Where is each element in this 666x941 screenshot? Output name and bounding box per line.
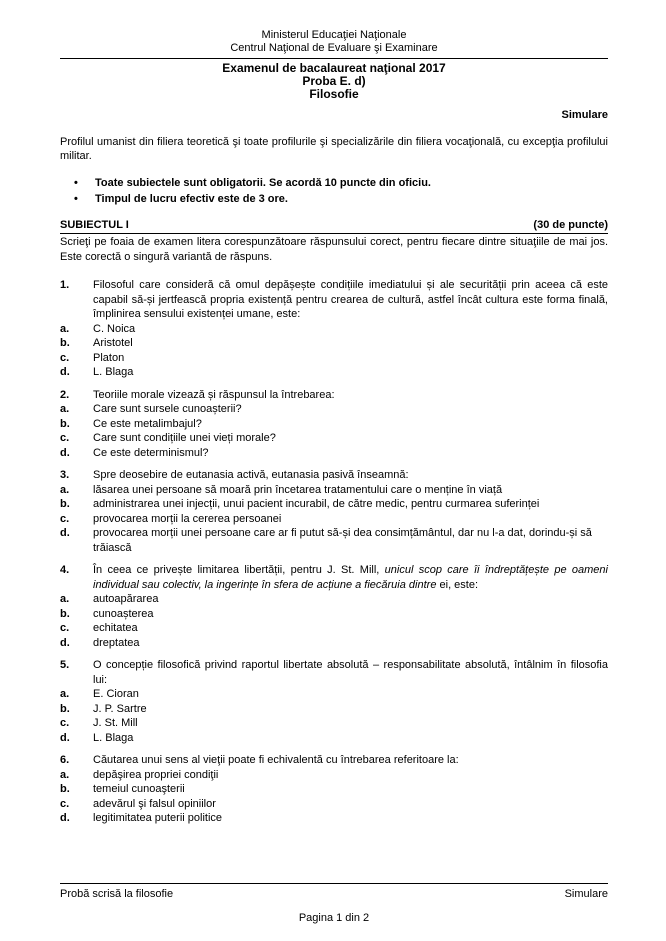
question-text: O concepție filosofică privind raportul libertate absolută – responsabilitate absolută, întâlnim în filosofia lui:	[93, 659, 608, 686]
answer-option	[60, 483, 608, 498]
option-text: Care sunt sursele cunoașterii?	[93, 403, 242, 415]
option-letter: d.	[60, 636, 70, 649]
question-number: 3.	[60, 469, 70, 481]
answer-option	[60, 322, 608, 337]
answer-option	[60, 621, 608, 636]
option-letter: d.	[60, 366, 70, 378]
option-letter: a.	[60, 688, 70, 700]
option-text: C. Noica	[93, 322, 136, 335]
answer-option	[60, 336, 608, 351]
answer-option	[60, 702, 608, 717]
ministry-name: Ministerul Educaţiei Naţionale	[261, 29, 407, 41]
question-number: 1.	[60, 279, 70, 291]
answer-option	[60, 417, 608, 432]
question-number: 4.	[60, 564, 70, 576]
question-1	[60, 278, 608, 380]
option-text: dreptatea	[93, 636, 140, 649]
option-letter: b.	[60, 337, 70, 349]
question-text: Teoriile morale vizează și răspunsul la întrebarea:	[93, 388, 335, 401]
question-text: Filosoful care consideră că omul depășește condițiile imediatului și ale securității prin aceea că este capabil să-și jertfească propria existență pentru crearea de cultură, astfel încât cultura este forma finală, împlinirea sensului existenței umane, este:	[93, 279, 608, 320]
footer-row	[60, 884, 608, 902]
answer-option	[60, 636, 608, 651]
option-text: J. St. Mill	[93, 717, 138, 729]
answer-option	[60, 797, 608, 812]
option-letter: c.	[60, 512, 70, 525]
option-letter: c.	[60, 797, 70, 810]
option-letter: d.	[60, 812, 70, 824]
option-letter: b.	[60, 783, 70, 795]
option-text: administrarea unei injecții, unui pacient incurabil, de către medic, pentru curmarea suferinței	[93, 498, 540, 510]
option-letter: b.	[60, 607, 70, 620]
question-number: 5.	[60, 659, 70, 671]
option-letter: d.	[60, 446, 70, 459]
subject-instructions: Scrieţi pe foaia de examen litera corespunzătoare răspunsului corect, pentru fiecare dintre situaţiile de mai jos. Este corectă o singură variantă de răspuns.	[60, 236, 608, 263]
option-text: cunoașterea	[93, 607, 154, 620]
option-letter: c.	[60, 717, 70, 729]
option-text: depăşirea propriei condiţii	[93, 768, 219, 781]
question-4	[60, 563, 608, 650]
subject-points: (30 de puncte)	[533, 218, 608, 231]
answer-option	[60, 687, 608, 702]
option-text: echitatea	[93, 622, 138, 634]
option-text: J. P. Sartre	[93, 702, 147, 715]
exam-proba: Proba E. d)	[302, 74, 366, 88]
option-letter: a.	[60, 483, 70, 496]
answer-option	[60, 365, 608, 380]
question-number: 6.	[60, 754, 70, 766]
answer-option	[60, 526, 608, 555]
option-letter: b.	[60, 498, 70, 510]
option-letter: d.	[60, 731, 70, 744]
answer-option	[60, 768, 608, 783]
option-letter: c.	[60, 622, 70, 634]
question-3	[60, 468, 608, 555]
session-label: Simulare	[561, 109, 608, 121]
exam-rules-list	[60, 175, 608, 207]
option-letter: a.	[60, 593, 70, 605]
option-text: Ce este metalimbajul?	[93, 417, 202, 430]
option-letter: b.	[60, 417, 70, 430]
option-text: adevărul şi falsul opiniilor	[93, 797, 216, 810]
option-text: Ce este determinismul?	[93, 446, 209, 459]
questions-section	[60, 278, 608, 826]
option-text: provocarea morții unei persoane care ar fi putut să-și dea consimțământul, dar nu l-a dat, dorindu-și să trăiască	[93, 527, 592, 554]
option-letter: b.	[60, 702, 70, 715]
subject-title: SUBIECTUL I	[60, 218, 129, 231]
answer-option	[60, 446, 608, 461]
page-indicator: Pagina 1 din 2	[298, 911, 370, 924]
option-text: L. Blaga	[93, 366, 134, 378]
footer-exam-name: Probă scrisă la filosofie	[60, 888, 174, 900]
answer-option	[60, 402, 608, 417]
answer-option	[60, 811, 608, 826]
option-text: Platon	[93, 351, 125, 364]
option-letter: a.	[60, 768, 70, 781]
option-text: Care sunt condițiile unei vieți morale?	[93, 432, 276, 444]
question-6	[60, 753, 608, 826]
answer-option	[60, 592, 608, 607]
header-divider	[60, 58, 608, 59]
option-text: temeiul cunoaşterii	[93, 783, 185, 795]
question-text: Căutarea unui sens al vieţii poate fi echivalentă cu întrebarea referitoare la:	[93, 754, 459, 766]
option-text: legitimitatea puterii politice	[93, 812, 223, 824]
rule-item: • Timpul de lucru efectiv este de 3 ore.	[60, 191, 608, 207]
answer-option	[60, 731, 608, 746]
option-letter: a.	[60, 322, 70, 335]
page-footer	[60, 883, 608, 925]
option-letter: d.	[60, 527, 70, 539]
answer-option	[60, 351, 608, 366]
answer-option	[60, 512, 608, 527]
option-text: L. Blaga	[93, 731, 134, 744]
option-text: lăsarea unei persoane să moară prin încetarea tratamentului care o menține în viață	[93, 483, 503, 496]
answer-option	[60, 497, 608, 512]
question-2	[60, 388, 608, 461]
exam-discipline: Filosofie	[309, 87, 359, 101]
answer-option	[60, 431, 608, 446]
profile-note: Profilul umanist din filiera teoretică şi toate profilurile şi specializările din filiera vocaţională, cu excepţia profilului militar.	[60, 135, 608, 162]
answer-option	[60, 716, 608, 731]
option-letter: c.	[60, 432, 70, 444]
center-name: Centrul Naţional de Evaluare şi Examinare	[230, 42, 438, 54]
question-5	[60, 658, 608, 745]
exam-title: Examenul de bacalaureat naţional 2017	[222, 61, 446, 75]
answer-option	[60, 782, 608, 797]
rule-item: • Toate subiectele sunt obligatorii. Se acordă 10 puncte din oficiu.	[60, 175, 608, 191]
option-text: Aristotel	[93, 337, 133, 349]
option-letter: c.	[60, 351, 70, 364]
answer-option	[60, 607, 608, 622]
footer-session-label: Simulare	[564, 888, 608, 900]
subject-heading-row	[60, 218, 608, 235]
option-letter: a.	[60, 403, 70, 415]
question-number: 2.	[60, 388, 70, 401]
option-text: autoapărarea	[93, 593, 159, 605]
question-text: În ceea ce privește limitarea libertății, pentru J. St. Mill, unicul scop care îi îndreptățește pe oameni individual sau colectiv, la ingerințe în sfera de acțiune a fiecăruia dintre ei, este:	[93, 564, 608, 591]
option-text: E. Cioran	[93, 688, 139, 700]
option-text: provocarea morții la cererea persoanei	[93, 512, 282, 525]
question-text: Spre deosebire de eutanasia activă, eutanasia pasivă înseamnă:	[93, 469, 409, 481]
